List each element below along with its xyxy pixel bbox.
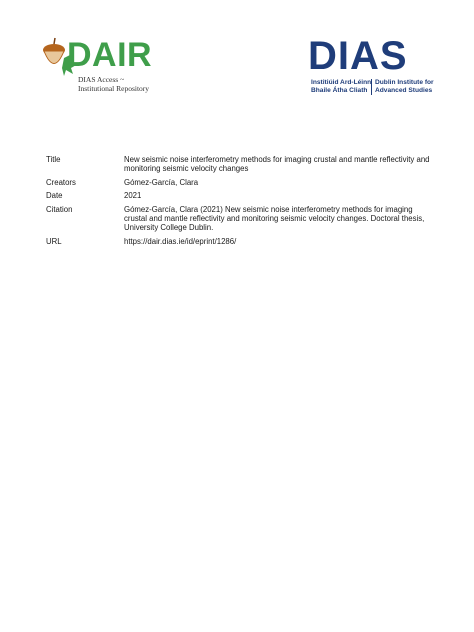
dair-subtitle bbox=[78, 76, 149, 93]
dair-wordmark: DAIR bbox=[67, 36, 153, 74]
dias-english-line2: Advanced Studies bbox=[375, 87, 433, 94]
title-value: New seismic noise interferometry methods for imaging crustal and mantle reflectivity and monitoring seismic velocity changes bbox=[124, 155, 430, 174]
creators-row bbox=[46, 178, 436, 187]
url-row bbox=[46, 237, 436, 246]
dair-logo bbox=[40, 36, 190, 96]
dias-english-name bbox=[375, 79, 434, 95]
dias-irish-line1: Institiúid Ard-Léinn bbox=[311, 79, 372, 86]
dias-divider bbox=[371, 79, 372, 95]
date-value: 2021 bbox=[124, 191, 142, 201]
date-row bbox=[46, 191, 436, 200]
record-metadata bbox=[46, 155, 436, 250]
creators-label: Creators bbox=[46, 177, 76, 187]
title-row bbox=[46, 155, 436, 174]
url-label: URL bbox=[46, 236, 62, 246]
title-label: Title bbox=[46, 155, 61, 164]
dias-irish-name bbox=[311, 79, 371, 95]
dias-logo bbox=[308, 36, 438, 98]
creators-value: Gómez-García, Clara bbox=[124, 177, 199, 187]
dias-wordmark: DIAS bbox=[308, 34, 408, 78]
citation-label: Citation bbox=[46, 204, 73, 214]
dair-subtitle-line2: Institutional Repository bbox=[78, 83, 150, 93]
dair-subtitle-line1: DIAS Access ~ bbox=[78, 75, 125, 84]
dias-irish-line2: Bhaile Átha Cliath bbox=[311, 87, 368, 94]
dias-english-line1: Dublin Institute for bbox=[375, 79, 434, 86]
date-label: Date bbox=[46, 191, 63, 201]
citation-row bbox=[46, 205, 436, 233]
url-link[interactable]: https://dair.dias.ie/id/eprint/1286/ bbox=[124, 236, 237, 246]
citation-value: Gómez-García, Clara (2021) New seismic noise interferometry methods for imaging crustal and mantle reflectivity and monitoring seismic velocity changes. Doctoral thesis, University College Dublin. bbox=[124, 204, 425, 233]
